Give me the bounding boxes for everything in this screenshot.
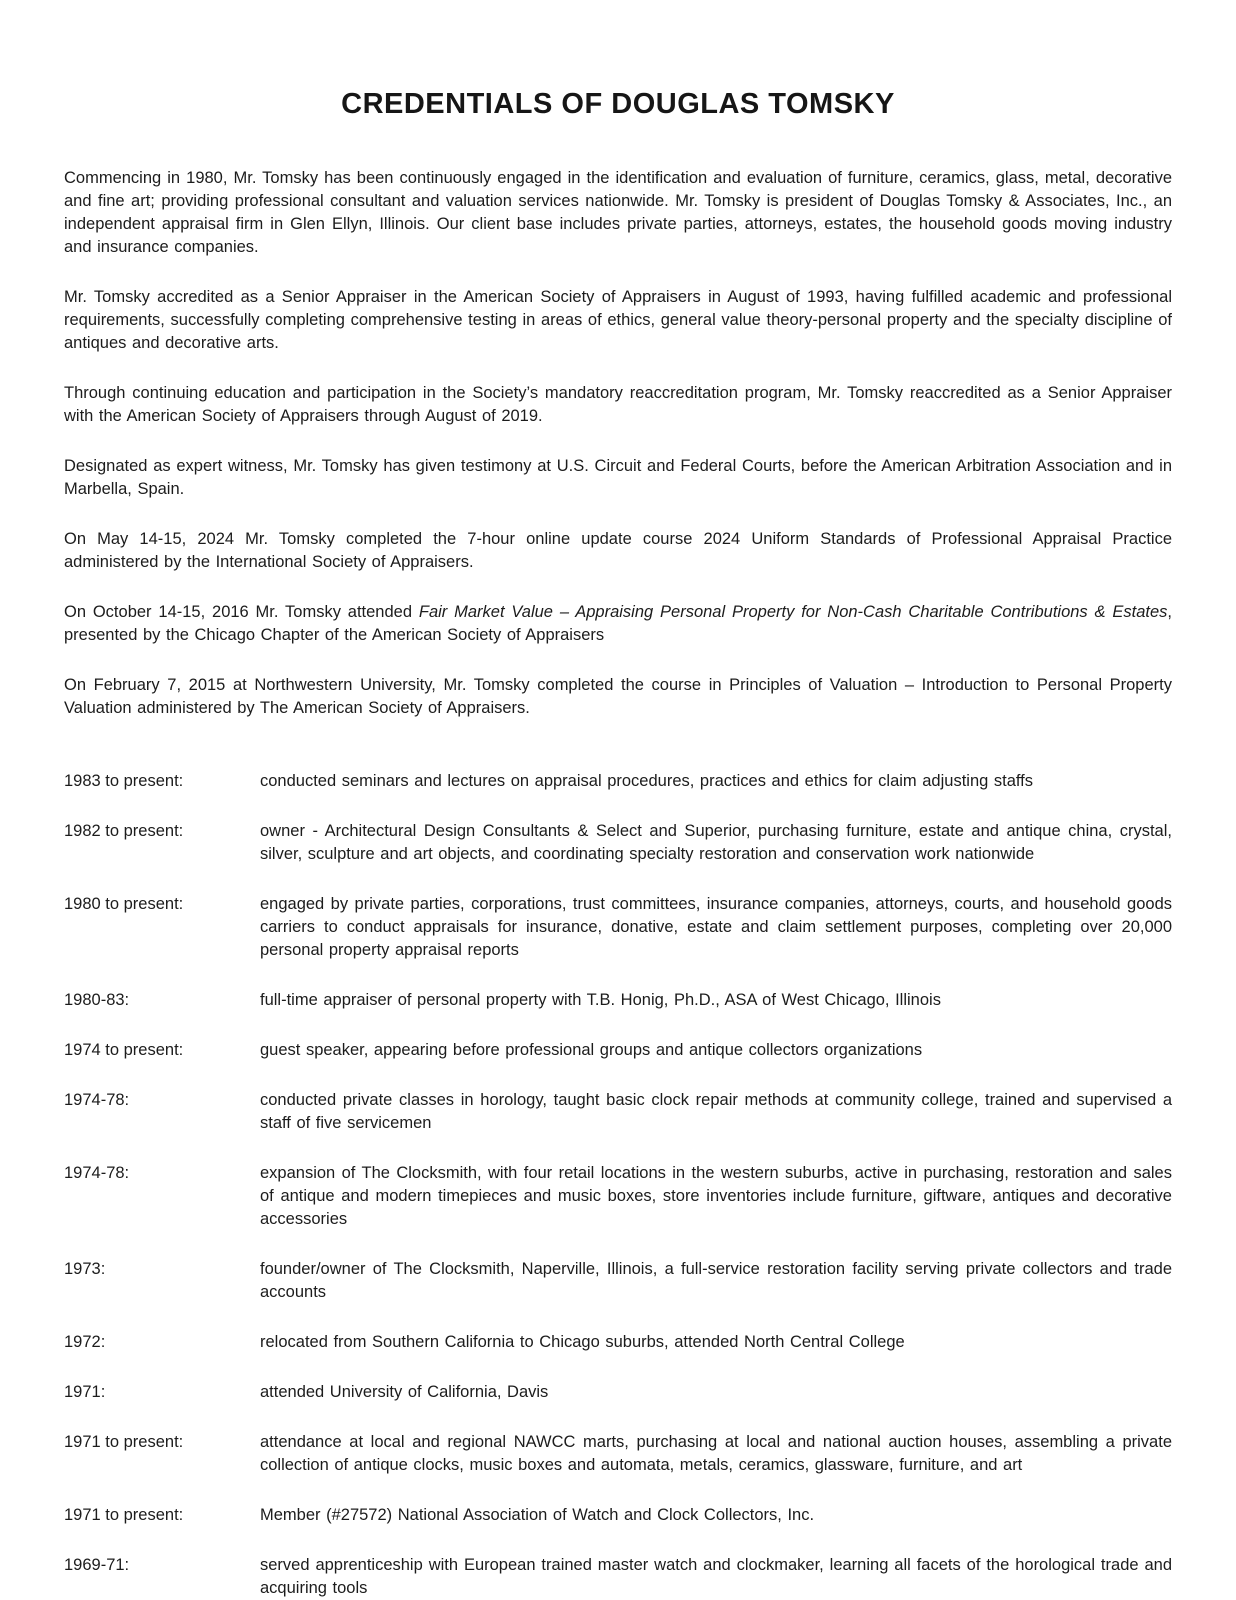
timeline-date: 1980 to present: [64,895,184,913]
body-paragraph: Mr. Tomsky accredited as a Senior Appraiser in the American Society of Appraisers in August of 1993, having fulfilled academic and professional requirements, successfully completing comprehensive testing in areas of ethics, general value theory-personal property and the specialty discipline of antiques and decorative arts. [64,288,1172,352]
body-paragraph [64,601,1172,647]
timeline-row [64,1089,1172,1135]
timeline-description: Member (#27572) National Association of Watch and Clock Collectors, Inc. [260,1506,815,1524]
timeline-description: conducted private classes in horology, taught basic clock repair methods at community college, trained and supervised a staff of five servicemen [260,1091,1172,1132]
timeline-description: founder/owner of The Clocksmith, Naperville, Illinois, a full-service restoration facility serving private collectors and trade accounts [260,1260,1172,1301]
paragraph-text: , presented by the Chicago Chapter of the American Society of Appraisers [64,603,1172,644]
timeline-date: 1973: [64,1260,106,1278]
timeline-row [64,1504,1172,1527]
timeline-description: relocated from Southern California to Chicago suburbs, attended North Central College [260,1333,905,1351]
timeline-row [64,1431,1172,1477]
timeline-row [64,770,1172,793]
timeline-row [64,893,1172,962]
timeline-date: 1980-83: [64,991,130,1009]
body-paragraph: On February 7, 2015 at Northwestern University, Mr. Tomsky completed the course in Principles of Valuation – Introduction to Personal Property Valuation administered by The American Society of Appraisers. [64,676,1172,717]
timeline-row [64,1258,1172,1304]
timeline-row [64,1554,1172,1600]
timeline-description: conducted seminars and lectures on appraisal procedures, practices and ethics for claim adjusting staffs [260,772,1034,790]
timeline-date: 1974-78: [64,1164,130,1182]
timeline-row [64,1162,1172,1231]
timeline-description: served apprenticeship with European trained master watch and clockmaker, learning all facets of the horological trade and acquiring tools [260,1556,1172,1597]
timeline-row [64,1039,1172,1062]
timeline-date: 1971 to present: [64,1433,184,1451]
timeline-description: engaged by private parties, corporations, trust committees, insurance companies, attorneys, courts, and household goods carriers to conduct appraisals for insurance, donative, estate and claim settlement purposes, completing over 20,000 personal property appraisal reports [260,895,1172,959]
timeline-date: 1969-71: [64,1556,130,1574]
timeline-date: 1974 to present: [64,1041,184,1059]
timeline-date: 1982 to present: [64,822,184,840]
timeline-date: 1974-78: [64,1091,130,1109]
body-paragraph: Designated as expert witness, Mr. Tomsky has given testimony at U.S. Circuit and Federal Courts, before the American Arbitration Association and in Marbella, Spain. [64,457,1172,498]
page-title: CREDENTIALS OF DOUGLAS TOMSKY [341,88,895,120]
body-paragraph: Commencing in 1980, Mr. Tomsky has been continuously engaged in the identification and evaluation of furniture, ceramics, glass, metal, decorative and fine art; providing professional consultant and valuation services nationwide. Mr. Tomsky is president of Douglas Tomsky & Associates, Inc., an independent appraisal firm in Glen Ellyn, Illinois. Our client base includes private parties, attorneys, estates, the household goods moving industry and insurance companies. [64,169,1172,256]
timeline-description: attended University of California, Davis [260,1383,549,1401]
timeline-row [64,1381,1172,1404]
timeline-row [64,820,1172,866]
timeline-row [64,989,1172,1012]
course-title-italic: Fair Market Value – Appraising Personal Property for Non-Cash Charitable Contributions & Estates [418,603,1168,621]
body-paragraph: Through continuing education and participation in the Society’s mandatory reaccreditation program, Mr. Tomsky reaccredited as a Senior Appraiser with the American Society of Appraisers through August of 2019. [64,384,1172,425]
timeline-description: owner - Architectural Design Consultants & Select and Superior, purchasing furniture, estate and antique china, crystal, silver, sculpture and art objects, and coordinating specialty restoration and conservation work nationwide [260,822,1172,863]
timeline-date: 1983 to present: [64,772,184,790]
timeline-date: 1971 to present: [64,1506,184,1524]
paragraph-text: On October 14-15, 2016 Mr. Tomsky attended [64,603,419,621]
timeline-description: attendance at local and regional NAWCC marts, purchasing at local and national auction houses, assembling a private collection of antique clocks, music boxes and automata, metals, ceramics, glassware, furniture, and art [260,1433,1172,1474]
body-paragraph: On May 14-15, 2024 Mr. Tomsky completed the 7-hour online update course 2024 Uniform Standards of Professional Appraisal Practice administered by the International Society of Appraisers. [64,530,1172,571]
timeline-description: expansion of The Clocksmith, with four retail locations in the western suburbs, active in purchasing, restoration and sales of antique and modern timepieces and music boxes, store inventories include furniture, giftware, antiques and decorative accessories [260,1164,1172,1228]
timeline-date: 1972: [64,1333,106,1351]
timeline-date: 1971: [64,1383,106,1401]
timeline [64,770,1172,1600]
timeline-description: full-time appraiser of personal property with T.B. Honig, Ph.D., ASA of West Chicago, Illinois [260,991,941,1009]
timeline-description: guest speaker, appearing before professional groups and antique collectors organizations [260,1041,923,1059]
timeline-row [64,1331,1172,1354]
